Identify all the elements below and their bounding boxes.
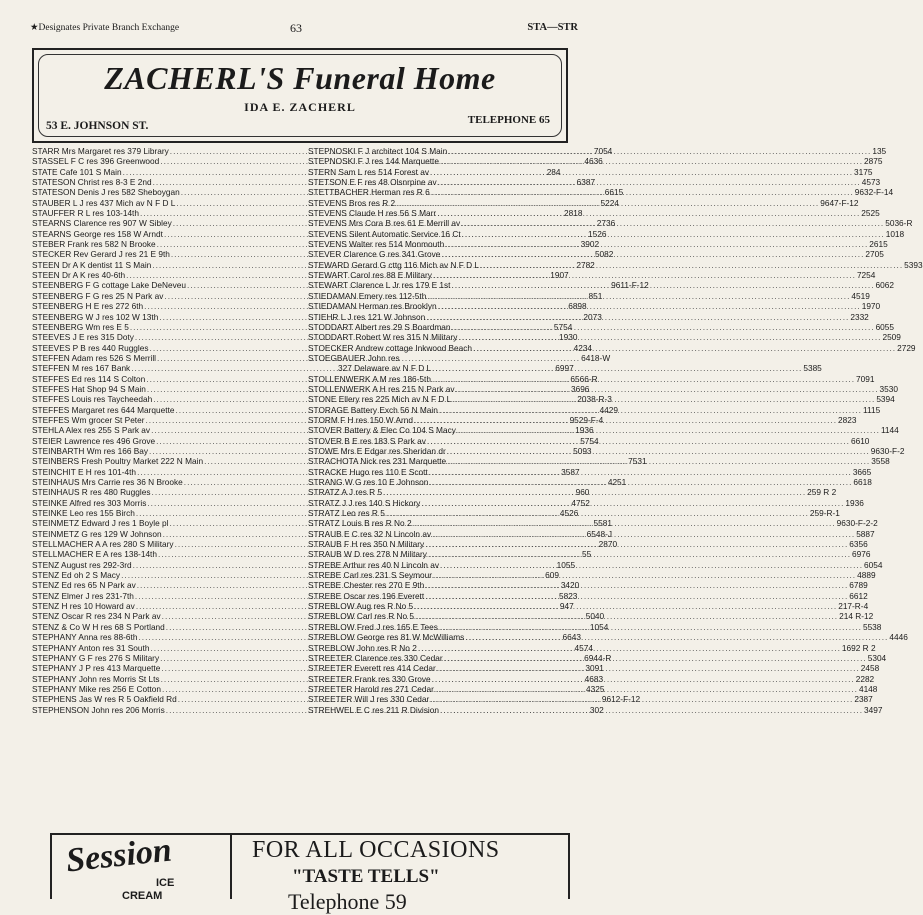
listing-phone: 259-R-1	[809, 508, 840, 519]
listing-phone: 6356	[849, 539, 868, 550]
listing-phone: 4636	[584, 156, 603, 167]
listing-name: STATESON Christ res 8-3 E 2nd	[32, 177, 152, 188]
listing-name: STEVENS Silent Automatic Service 16 Ct	[308, 228, 461, 239]
leader-dots	[426, 312, 849, 322]
listing-name: STRANG W G res 10 E Johnson	[308, 477, 429, 487]
listing-phone: 3665	[852, 466, 872, 477]
listing-name: STREBLOW Fred J res 165 E Tees	[308, 621, 438, 632]
leader-dots	[447, 446, 870, 456]
listing-phone: 9611-F-12	[611, 280, 649, 291]
listing-phone: 4889	[857, 570, 876, 581]
listing-name: STENZ Ed res 65 N Park av	[32, 580, 136, 591]
leader-dots	[448, 146, 871, 156]
leader-dots	[458, 332, 881, 342]
listing-phone: 1018	[885, 228, 905, 239]
listing-phone: 5394	[876, 394, 895, 405]
ad-title: ZACHERL'S Funeral Home	[104, 60, 496, 96]
listing-phone: 4148	[858, 683, 878, 694]
listing-name: STONE Ellery res 225 Mich av N F D L	[308, 394, 452, 405]
listing-phone: 2870	[598, 539, 618, 550]
leader-dots	[418, 643, 841, 653]
listing-name: STAUBER L J res 437 Mich av N F D L	[32, 197, 176, 208]
leader-dots	[447, 456, 870, 466]
listing-name: STRACHOTA Nick res 231 Marquette	[308, 456, 447, 467]
listing-phone: 2509	[882, 332, 901, 343]
header-note: ★Designates Private Branch Exchange	[30, 23, 180, 33]
listing-name: STRATZ J J res 140 S Hickory	[308, 497, 421, 508]
listing-phone: 3420	[560, 580, 580, 591]
listing-name: STEPHANY John res Morris St Lts	[32, 673, 160, 684]
leader-dots	[396, 198, 819, 208]
leader-dots	[438, 301, 861, 311]
listing-phone: 4519	[851, 290, 870, 301]
listing-name: STREBE Oscar res 196 Everett	[308, 590, 425, 601]
listing-phone: 2823	[838, 414, 857, 425]
listing-name: STRAUB E C res 32 N Lincoln av	[308, 528, 432, 539]
listing-name: STORAGE Battery Exch 56 N Main	[308, 404, 438, 415]
listing-phone: 1054	[589, 621, 609, 632]
ad-telephone: TELEPHONE 65	[467, 114, 550, 126]
listing-name: STOVER B E res 183 S Park av	[308, 435, 426, 446]
listing-phone: 2818	[564, 208, 583, 219]
listing-phone: 2332	[850, 311, 869, 322]
listing-name: STORM F H res 150 W Arnd	[308, 414, 413, 425]
listing-phone: 6898	[568, 301, 587, 312]
listing-name: STASSEL F C res 396 Greenwood	[32, 156, 160, 167]
listing-name: STAUFFER R L res 103-14th	[32, 208, 139, 219]
listing-name: 327 Delaware av N F D L	[338, 363, 432, 374]
listing-name: STENZ Ed oh 2 S Macy	[32, 570, 121, 581]
leader-dots	[431, 187, 854, 197]
listing-phone: 6976	[852, 549, 871, 560]
listing-name: STETSON E F res 48 Olsnrpine av	[308, 177, 437, 188]
leader-dots	[438, 177, 861, 187]
listing-name: STREBLOW Carl res R No 5	[308, 611, 415, 622]
page-header	[30, 22, 578, 36]
listing-name: STEBER Frank res 582 N Brooke	[32, 239, 156, 250]
listing-name: STETTBACHER Herman res R 6	[308, 187, 430, 198]
listing-phone: 5538	[862, 621, 882, 632]
listing-name: STEFFES Louis res Taycheedah	[32, 394, 153, 405]
leader-dots	[473, 343, 896, 353]
listing-phone: 1526	[588, 228, 607, 239]
listing-name: STREETER Will J res 330 Cedar	[308, 694, 430, 705]
leader-dots	[427, 436, 850, 446]
listing-name: STEENBERG H E res 272 6th	[32, 301, 144, 312]
listing-phone: 6566-R	[570, 373, 598, 384]
listing-name: STEFFES Hat Shop 94 S Main	[32, 383, 146, 394]
leader-dots	[386, 508, 809, 518]
listing-name: STREETER Frank res 330 Grove	[308, 673, 431, 684]
ad-divider	[230, 835, 232, 899]
leader-dots	[432, 674, 855, 684]
leader-dots	[430, 167, 853, 177]
listing-name: STEENBERG F G cottage Lake DeNeveu	[32, 280, 187, 291]
leader-dots	[441, 249, 864, 259]
leader-dots	[445, 239, 868, 249]
leader-dots	[455, 384, 878, 394]
leader-dots	[433, 270, 856, 280]
listing-name: STRATZ Leo res R 5	[308, 508, 385, 519]
listing-phone: 3587	[561, 466, 580, 477]
listing-phone: 4752	[571, 497, 590, 508]
listing-name: STEPNOSKI F J res 144 Marquette	[308, 156, 439, 167]
listing-name: STENZ Elmer J res 231-7th	[32, 590, 134, 601]
leader-dots	[430, 694, 853, 704]
listing-phone: 5754	[553, 321, 573, 332]
listing-phone: 6055	[875, 321, 895, 332]
listing-name: STEIER Lawrence res 496 Grove	[32, 435, 156, 446]
listing-phone: 3091	[585, 663, 604, 674]
leader-dots	[421, 498, 844, 508]
listing-phone: 6643	[562, 632, 581, 643]
listing-phone: 2729	[897, 342, 916, 353]
leader-dots	[440, 560, 863, 570]
leader-dots	[383, 487, 806, 497]
listing-name: STEFFEN M res 167 Bank	[32, 363, 131, 374]
ad-phone: Telephone 59	[288, 889, 407, 914]
listing-phone: 1936	[575, 425, 594, 436]
listing-phone: 5082	[594, 249, 614, 260]
listing-name: STEENBERG F G res 25 N Park av	[32, 290, 164, 301]
listing-phone: 4234	[573, 342, 593, 353]
listing-name: STEPNOSKI F J architect 104 S Main	[308, 146, 448, 156]
listing-name: STATESON Denis J res 582 Sheboygan	[32, 187, 180, 198]
listing-name: STENZ Oscar R res 234 N Park av	[32, 611, 161, 622]
listing-phone: 5224	[600, 197, 619, 208]
listing-phone: 4573	[861, 177, 881, 188]
listing-name: STIEDAMAN Herman res Brooklyn	[308, 301, 437, 312]
leader-dots	[439, 405, 862, 415]
leader-dots	[452, 322, 875, 332]
leader-dots	[427, 291, 850, 301]
listing-name: STEPHANY Anton res 31 South	[32, 642, 150, 653]
listing-phone: 1055	[556, 559, 576, 570]
leader-dots	[429, 477, 852, 487]
listing-phone: 214 R-12	[839, 611, 874, 622]
listing-name: STREETER Harold res 271 Cedar	[308, 683, 434, 694]
leader-dots	[462, 229, 885, 239]
listing-phone: 284	[546, 166, 561, 177]
listing-phone: 6618	[853, 477, 872, 487]
listing-phone: 6944-R	[584, 652, 612, 663]
leader-dots	[480, 260, 903, 270]
listing-name: STEVENS Mrs Cora B res 61 E Merrill av	[308, 218, 461, 229]
listing-name: STEWARD Gerard G cttg 116 Mich av N F D L	[308, 259, 480, 270]
listing-name: STEWART Carol res 88 E Military	[308, 270, 432, 281]
listing-phone: 947	[559, 601, 574, 612]
listing-phone: 2782	[576, 259, 595, 270]
leader-dots	[413, 518, 836, 528]
listing-phone: 1907	[550, 270, 569, 281]
leader-dots	[435, 684, 858, 694]
listing-phone: 7254	[856, 270, 876, 281]
listing-phone: 5393	[904, 259, 923, 270]
listing-phone: 6062	[875, 280, 895, 291]
listing-phone: 3175	[854, 166, 873, 177]
leader-dots	[414, 601, 837, 611]
listing-name: STIEHR L J res 121 W Johnson	[308, 311, 426, 322]
leader-dots	[457, 425, 880, 435]
listing-name: STEINMETZ G res 129 W Johnson	[32, 528, 162, 539]
listing-name: STOLLENWERK A M res 186-5th	[308, 373, 431, 384]
listing-phone: 3497	[864, 704, 883, 715]
listing-phone: 6418-W	[581, 352, 611, 363]
listing-phone: 6054	[864, 559, 883, 570]
listing-name: STEVENS Bros res R 2	[308, 197, 396, 208]
listing-phone: 135	[872, 146, 887, 156]
listing-name: STRATZ Louis B res R No 2	[308, 518, 412, 529]
listing-name: STREBLOW Aug res R No 5	[308, 601, 414, 612]
listing-entry	[308, 363, 822, 374]
leader-dots	[440, 156, 863, 166]
listing-phone: 1692 R 2	[841, 642, 876, 653]
listing-name: STEINHAUS Mrs Carrie res 36 N Brooke	[32, 477, 183, 487]
listing-phone: 1936	[845, 497, 864, 508]
listing-phone: 7091	[856, 373, 875, 384]
listing-name: STEPHANY Anna res 88-6th	[32, 632, 138, 643]
listing-name: STEINKE Leo res 155 Birch	[32, 508, 135, 519]
listing-name: STEPHANY Mike res 256 E Cotton	[32, 683, 161, 694]
listing-name: STEINBARTH Wm res 166 Bay	[32, 445, 149, 456]
listing-name: STEENBERG Wm res E 5	[32, 321, 129, 332]
leader-dots	[440, 705, 863, 715]
zacherl-advertisement	[32, 48, 568, 143]
listing-name: STENZ & Co W H res 68 S Portland	[32, 621, 165, 632]
ad-slogan: "TASTE TELLS"	[292, 866, 440, 887]
listing-phone: 259 R 2	[807, 487, 837, 498]
listing-phone: 2615	[869, 239, 888, 250]
listing-name: STEPHENS Jas W res R 5 Oakfield Rd	[32, 694, 177, 705]
listing-entry	[308, 270, 876, 281]
listing-name: STRATZ A J res R 5	[308, 487, 383, 498]
listing-name: STREBLOW George res 81 W McWilliams	[308, 632, 465, 643]
listing-name: STODDART Albert res 29 S Boardman	[308, 321, 451, 332]
listing-phone: 4574	[574, 642, 593, 653]
ad-ice-label: ICE	[156, 877, 175, 889]
listing-name: STEFFES Wm grocer St Peter	[32, 414, 145, 425]
listing-name: STENZ August res 292-3rd	[32, 559, 132, 570]
listing-phone: 960	[575, 487, 590, 498]
leader-dots	[415, 611, 838, 621]
listing-phone: 5040	[585, 611, 605, 622]
leader-dots	[451, 280, 874, 290]
listing-phone: 302	[589, 704, 604, 715]
listing-name: STEEN Dr A K dentist 11 S Main	[32, 259, 152, 270]
listing-name: STEFFES Margaret res 644 Marquette	[32, 404, 175, 415]
leader-dots	[432, 529, 855, 539]
listing-name: STIEDAMAN Emery res 112-5th	[308, 290, 427, 301]
listing-phone: 3558	[871, 456, 890, 467]
listing-entry	[308, 570, 876, 581]
listing-phone: 217-R-4	[838, 601, 869, 612]
listing-name: STEPHANY J P res 413 Marquette	[32, 663, 161, 674]
leader-dots	[425, 591, 848, 601]
leader-dots	[452, 394, 875, 404]
listing-name: STREBLOW John res R No 2	[308, 642, 417, 653]
listing-phone: 6615	[604, 187, 624, 198]
listing-phone: 5823	[558, 590, 578, 601]
listing-phone: 6548-J	[586, 528, 612, 539]
leader-dots	[425, 580, 848, 590]
listing-phone: 7531	[628, 456, 647, 467]
listing-phone: 5036-R	[885, 218, 913, 229]
listing-entry	[308, 353, 568, 363]
listing-name: STOECKER Andrew cottage Inkwood Beach	[308, 342, 473, 353]
listing-name: STEVER Clarence G res 341 Grove	[308, 249, 441, 260]
listing-name: STEPHENSON John res 206 Morris	[32, 704, 165, 715]
listing-name: STRAUB W D res 278 N Military	[308, 549, 427, 560]
listing-phone: 5304	[867, 652, 887, 663]
leader-dots	[461, 218, 884, 228]
listing-name: STEEVES P B res 440 Ruggles	[32, 342, 149, 353]
listing-name: STEFFES Ed res 114 S Colton	[32, 373, 146, 384]
ad-brand-logo: Session	[64, 831, 174, 880]
listing-name: STEWART Clarence L Jr res 179 E 1st	[308, 280, 451, 291]
listing-phone: 6997	[555, 363, 574, 374]
listing-name: STELLMACHER A A res 280 S Military	[32, 539, 174, 550]
listing-phone: 55	[582, 549, 592, 560]
listing-phone: 7054	[593, 146, 613, 156]
listing-phone: 3530	[879, 383, 899, 394]
listing-name: STEINCHIT E H res 101-4th	[32, 466, 137, 477]
session-advertisement	[50, 831, 570, 914]
listing-name: STOLLENWERK A H res 215 N Park av	[308, 383, 455, 394]
listing-name: STECKER Rev Gerard J res 21 E 9th	[32, 249, 170, 260]
listing-phone: 5581	[593, 518, 613, 529]
header-range: STA—STR	[527, 22, 578, 33]
listing-name: STREHWEL E C res 211 R Division	[308, 704, 439, 715]
listing-phone: 2705	[865, 249, 884, 260]
listing-phone: 6610	[850, 435, 870, 446]
listing-phone: 5093	[573, 445, 592, 456]
leader-dots	[433, 570, 856, 580]
leader-dots	[428, 549, 851, 559]
leader-dots	[432, 374, 855, 384]
listing-phone: 1144	[880, 425, 899, 436]
ad-cream-label: CREAM	[122, 890, 163, 902]
leader-dots	[465, 632, 888, 642]
listing-name: STODDART Robert W res 315 N Military	[308, 332, 458, 343]
listing-name: STENZ H res 10 Howard av	[32, 601, 135, 612]
listing-phone: 2038-R-3	[577, 394, 612, 405]
listing-phone: 4429	[599, 404, 619, 415]
listing-phone: 4526	[559, 508, 579, 519]
listing-phone: 3696	[570, 383, 590, 394]
listing-name: STRACKE Hugo res 110 E Scott	[308, 466, 428, 477]
listing-name: STEINBERS Fresh Poultry Market 222 N Main	[32, 456, 204, 467]
listing-phone: 2736	[596, 218, 616, 229]
listing-name: STEARNS Clarence res 907 W Sibley	[32, 218, 172, 229]
listing-phone: 9630-F-2	[870, 445, 905, 456]
listing-phone: 9612-F-12	[601, 694, 641, 705]
leader-dots	[437, 208, 860, 218]
listing-name: STREBE Arthur res 40 N Lincoln av	[308, 559, 439, 570]
listing-name: STERN Sam L res 514 Forest av	[308, 166, 429, 177]
listing-phone: 5754	[580, 435, 599, 446]
listing-phone: 2458	[860, 663, 880, 674]
listing-name: STEARNS George res 158 W Arndt	[32, 228, 163, 239]
listing-name: STEINMETZ Edward J res 1 Boyle pl	[32, 518, 169, 529]
listing-phone: 1970	[861, 301, 881, 312]
listing-name: STEVENS Walter res 514 Monmouth	[308, 239, 445, 250]
listing-phone: 2073	[583, 311, 602, 322]
ad-address: 53 E. JOHNSON ST.	[46, 120, 149, 132]
listing-phone: 2387	[854, 694, 873, 705]
listing-phone: 9630-F-2-2	[836, 518, 878, 529]
listing-name: STEHLA Alex res 255 S Park av	[32, 425, 151, 436]
listing-name: STOVER Battery & Elec Co 104 S Macy	[308, 425, 456, 436]
listing-phone: 4251	[607, 477, 627, 487]
listing-name: STEPHANY G F res 276 S Military	[32, 652, 160, 663]
listing-name: STEINKE Alfred res 303 Morris	[32, 497, 147, 508]
ad-owner: IDA E. ZACHERL	[244, 100, 356, 114]
listing-name: STOEGBAUER John res	[308, 352, 400, 363]
listing-name: STREETER Clarence res 330 Cedar	[308, 652, 443, 663]
ad-headline: FOR ALL OCCASIONS	[252, 837, 500, 863]
listing-phone: 2875	[864, 156, 883, 167]
listing-phone: 4446	[889, 632, 908, 643]
leader-dots	[437, 663, 860, 673]
listing-phone: 851	[588, 290, 603, 301]
listing-name: STEENBERG W J res 102 W 13th	[32, 311, 159, 322]
listing-phone: 9529-F-4	[569, 414, 604, 425]
listing-name: STATE Cafe 101 S Main	[32, 166, 122, 177]
leader-dots	[432, 363, 802, 373]
listing-entry	[308, 559, 883, 570]
listing-name: STARR Mrs Margaret res 379 Library	[32, 146, 169, 156]
listing-phone: 2282	[855, 673, 875, 684]
listing-phone: 4683	[584, 673, 604, 684]
listing-name: STREETER Everett res 414 Cedar	[308, 663, 436, 674]
listing-phone: 1930	[558, 332, 578, 343]
listing-name: STRAUB F H res 350 N Military	[308, 539, 425, 550]
listing-name: STEEN Dr A K res 40-6th	[32, 270, 126, 281]
listing-entry	[308, 601, 869, 612]
listing-phone: 9647-F-12	[820, 197, 859, 208]
leader-dots	[414, 415, 837, 425]
listing-phone: 9632-F-14	[854, 187, 894, 198]
listing-entry	[308, 166, 873, 177]
leader-dots	[425, 539, 848, 549]
listing-phone: 6387	[576, 177, 596, 188]
listing-phone: 6789	[849, 580, 868, 591]
listing-name: STOWE Mrs E Edgar res Sheridan dr	[308, 445, 446, 456]
listing-entry	[308, 321, 895, 332]
listing-phone: 2525	[861, 208, 880, 219]
listing-phone: 4325	[586, 683, 605, 694]
listing-name: STEFFEN Adam res 526 S Merrill	[32, 352, 157, 363]
listing-phone: 609	[545, 570, 559, 581]
leader-dots	[439, 622, 862, 632]
listing-phone: 5887	[856, 528, 875, 539]
listing-phone: 6612	[849, 590, 868, 601]
listing-phone: 5385	[803, 363, 822, 374]
listing-name: STELLMACHER E A res 138-14th	[32, 549, 157, 560]
page-number: 63	[290, 21, 302, 35]
listing-phone: 3902	[580, 239, 600, 250]
leader-dots	[429, 467, 852, 477]
listing-name: STEVENS Claude H res 56 S Marr	[308, 208, 437, 219]
listing-name: STEEVES J E res 315 Doty	[32, 332, 134, 343]
listing-name: STEINHAUS R res 480 Ruggles	[32, 487, 151, 498]
listing-name: STREBE Carl res 231 S Seymour	[308, 570, 433, 581]
listing-phone: 1115	[862, 404, 881, 415]
leader-dots	[444, 653, 867, 663]
listing-name: STREBE Chester res 270 E 9th	[308, 580, 425, 591]
